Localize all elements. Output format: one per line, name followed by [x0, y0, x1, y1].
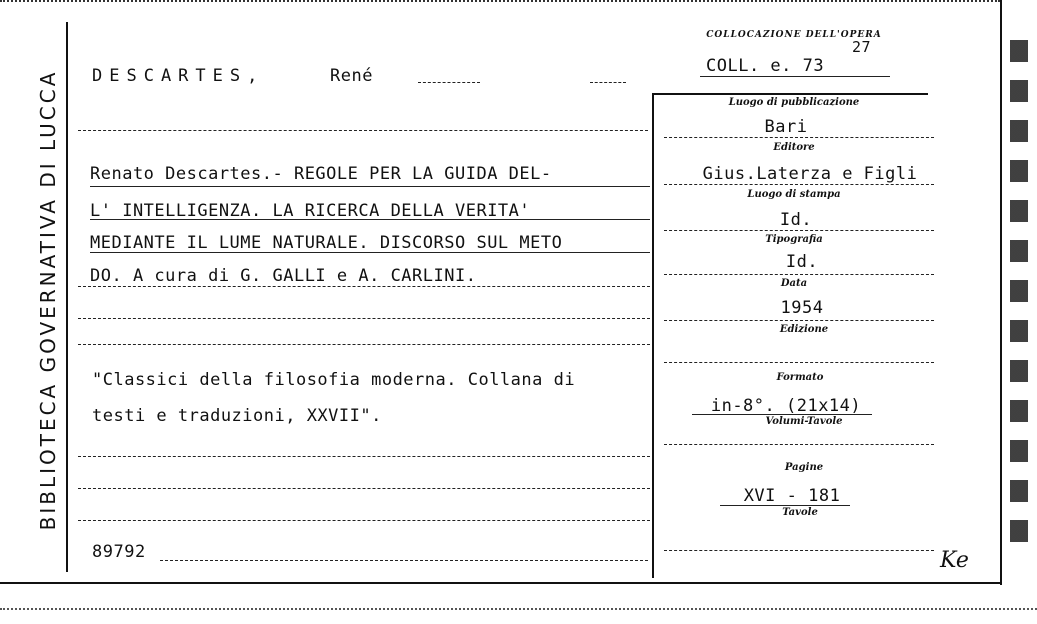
- rule: [90, 252, 650, 253]
- handwritten-mark: Ke: [940, 548, 969, 573]
- author-surname: DESCARTES,: [92, 66, 265, 86]
- card-top-edge: [0, 0, 1000, 2]
- card-bottom-edge: [0, 582, 1000, 584]
- rule: [90, 186, 650, 187]
- author-given-name: René: [330, 66, 373, 86]
- field-label-pagine: Pagine: [784, 462, 824, 473]
- field-value-formato: in-8°. (21x14): [710, 396, 862, 416]
- rule: [78, 488, 650, 489]
- rule: [664, 230, 934, 231]
- inventory-number: 89792: [92, 542, 146, 562]
- description-line: Renato Descartes.- REGOLE PER LA GUIDA DEL-: [90, 164, 552, 184]
- rule: [664, 137, 934, 138]
- scan-edge-strip: [1010, 40, 1028, 560]
- field-label-edizione: Edizione: [779, 324, 829, 335]
- field-label-luogo-stampa: Luogo di stampa: [747, 189, 841, 200]
- description-line: DO. A cura di G. GALLI e A. CARLINI.: [90, 266, 477, 286]
- rule: [664, 184, 934, 185]
- shelfmark-superscript: 27: [852, 38, 872, 56]
- margin-rule: [66, 22, 68, 572]
- rule: [692, 414, 872, 415]
- field-value-luogo-pubblicazione: Bari: [764, 117, 808, 137]
- collocation-header: COLLOCAZIONE DELL'OPERA: [706, 30, 882, 40]
- description-line: L' INTELLIGENZA. LA RICERCA DELLA VERITA': [90, 201, 531, 221]
- rule: [90, 219, 650, 220]
- description-line: MEDIANTE IL LUME NATURALE. DISCORSO SUL METO: [90, 233, 563, 253]
- field-label-luogo-pubblicazione: Luogo di pubblicazione: [728, 97, 860, 108]
- rule: [664, 274, 934, 275]
- field-label-formato: Formato: [776, 372, 824, 383]
- rule: [78, 130, 648, 131]
- rule: [160, 560, 648, 561]
- field-label-tavole: Tavole: [782, 507, 818, 518]
- rule: [664, 444, 934, 445]
- field-label-editore: Editore: [773, 142, 815, 153]
- rule: [590, 82, 626, 83]
- rule: [664, 550, 934, 551]
- field-value-tipografia: Id.: [785, 252, 819, 272]
- rule: [78, 286, 650, 287]
- rule: [78, 520, 650, 521]
- side-box-border: [652, 94, 654, 578]
- scan-bottom-edge: [0, 608, 1037, 610]
- rule: [418, 82, 480, 83]
- library-name: BIBLIOTECA GOVERNATIVA DI LUCCA: [36, 69, 60, 531]
- field-value-luogo-stampa: Id.: [779, 210, 813, 230]
- field-label-data: Data: [780, 278, 808, 289]
- field-label-volumi-tavole: Volumi-Tavole: [765, 416, 843, 427]
- field-label-tipografia: Tipografia: [765, 234, 823, 245]
- rule: [78, 456, 650, 457]
- field-value-editore: Gius.Laterza e Figli: [702, 164, 918, 184]
- card-right-edge: [1000, 0, 1002, 585]
- rule: [664, 320, 934, 321]
- rule: [700, 76, 890, 77]
- series-line: testi e traduzioni, XXVII".: [92, 406, 382, 426]
- rule: [720, 505, 850, 506]
- side-box-top: [652, 93, 928, 95]
- rule: [664, 362, 934, 363]
- field-value-pagine: XVI - 181: [743, 486, 841, 506]
- field-value-data: 1954: [780, 298, 824, 318]
- series-line: "Classici della filosofia moderna. Collana di: [92, 370, 576, 390]
- rule: [78, 318, 650, 319]
- shelfmark: COLL. e. 73: [706, 56, 825, 76]
- rule: [78, 344, 650, 345]
